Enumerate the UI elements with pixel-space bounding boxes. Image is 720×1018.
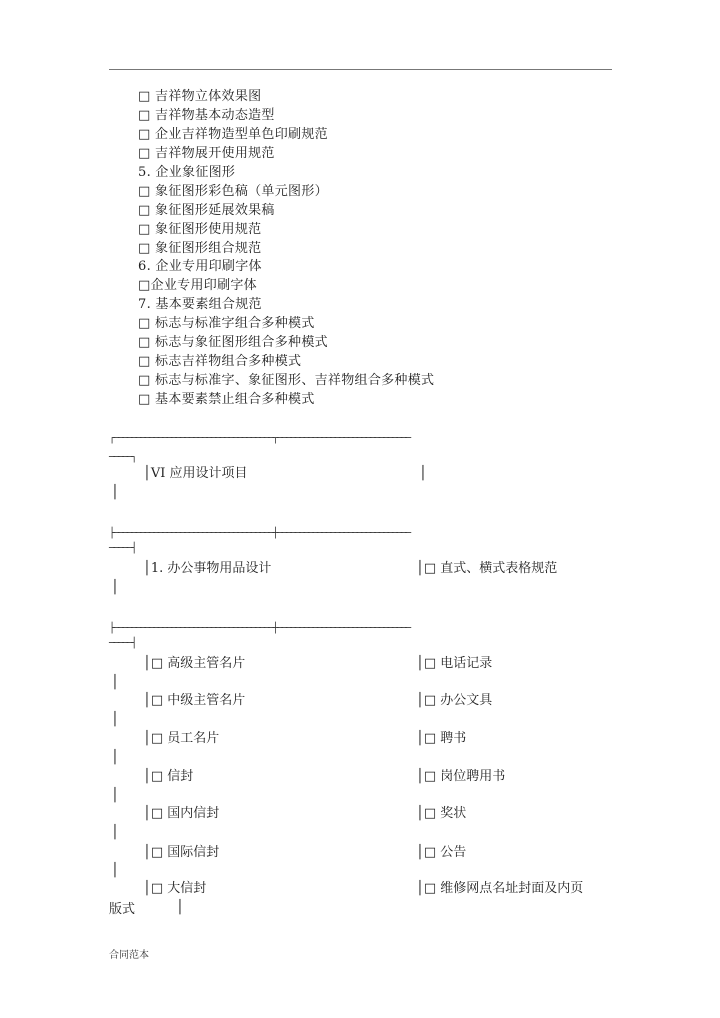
table-row-right: │□ 公告 [416, 845, 467, 860]
table-row-left: │□ 国际信封 [143, 845, 220, 860]
list-item: □ 标志与象征图形组合多种模式 [138, 335, 328, 351]
table-row-right: │□ 奖状 [416, 806, 467, 821]
table-pipe: │ [111, 712, 119, 727]
table-row-right: │□ 维修网点名址封面及内页 [416, 881, 584, 896]
table-pipe: │ [111, 750, 119, 765]
table-row-left: │□ 高级主管名片 [143, 656, 246, 671]
table-row-right: │□ 办公文具 [416, 693, 493, 708]
table-row-left: │□ 国内信封 [143, 806, 220, 821]
table-pipe: │ [111, 675, 119, 690]
list-item: □ 标志与标准字组合多种模式 [138, 316, 315, 332]
list-item: □ 企业吉祥物造型单色印刷规范 [138, 126, 328, 142]
list-item: □ 象征图形彩色稿（单元图形） [138, 183, 328, 199]
table-border-mid: ├────────────────────────────────────┼────────────────────────────── [109, 528, 410, 539]
table-border-top: ┌────────────────────────────────────┬────────────────────────────── [109, 433, 410, 444]
table-row-right: │□ 电话记录 [416, 656, 493, 671]
list-item: □企业专用印刷字体 [138, 278, 257, 294]
list-item: □ 标志吉祥物组合多种模式 [138, 354, 302, 370]
element-list [138, 88, 434, 410]
table-border-top-cont: ─────┐ [109, 452, 136, 463]
table-row-cont: 版式 [109, 902, 136, 917]
list-item: □ 象征图形使用规范 [138, 221, 262, 237]
list-item: □ 吉祥物立体效果图 [138, 89, 262, 104]
table-pipe: │ [111, 788, 119, 803]
page-footer: 合同范本 [109, 950, 149, 961]
table-pipe: │ [111, 580, 119, 595]
table-pipe: │ [419, 466, 427, 481]
table-row-left: │□ 信封 [143, 769, 194, 784]
table-section-right: │□ 直式、横式表格规范 [416, 561, 558, 576]
section-heading-6: 6. 企业专用印刷字体 [138, 259, 262, 275]
list-item: □ 吉祥物基本动态造型 [138, 107, 275, 123]
table-row-left: │□ 大信封 [143, 881, 207, 896]
table-pipe: │ [111, 863, 119, 878]
list-item: □ 标志与标准字、象征图形、吉祥物组合多种模式 [138, 373, 435, 389]
table-row-right: │□ 岗位聘用书 [416, 769, 506, 784]
table-section-left: │1. 办公事物用品设计 [143, 561, 272, 576]
table-border-mid-cont: ─────┤ [109, 638, 136, 649]
table-pipe: │ [111, 825, 119, 840]
list-item: □ 基本要素禁止组合多种模式 [138, 392, 315, 407]
table-border-mid: ├────────────────────────────────────┼────────────────────────────── [109, 623, 410, 634]
top-rule [109, 69, 612, 70]
table-pipe: │ [111, 485, 119, 500]
table-row-right: │□ 聘书 [416, 731, 467, 746]
table-row-left: │□ 员工名片 [143, 731, 220, 746]
list-item: □ 象征图形组合规范 [138, 240, 262, 256]
table-title-cell: │VI 应用设计项目 [143, 466, 248, 481]
table-row-left: │□ 中级主管名片 [143, 693, 246, 708]
table-border-mid-cont: ─────┤ [109, 543, 136, 554]
section-heading-7: 7. 基本要素组合规范 [138, 297, 262, 313]
section-heading-5: 5. 企业象征图形 [138, 164, 236, 180]
list-item: □ 吉祥物展开使用规范 [138, 145, 275, 161]
table-pipe: │ [176, 900, 184, 915]
list-item: □ 象征图形延展效果稿 [138, 202, 275, 218]
